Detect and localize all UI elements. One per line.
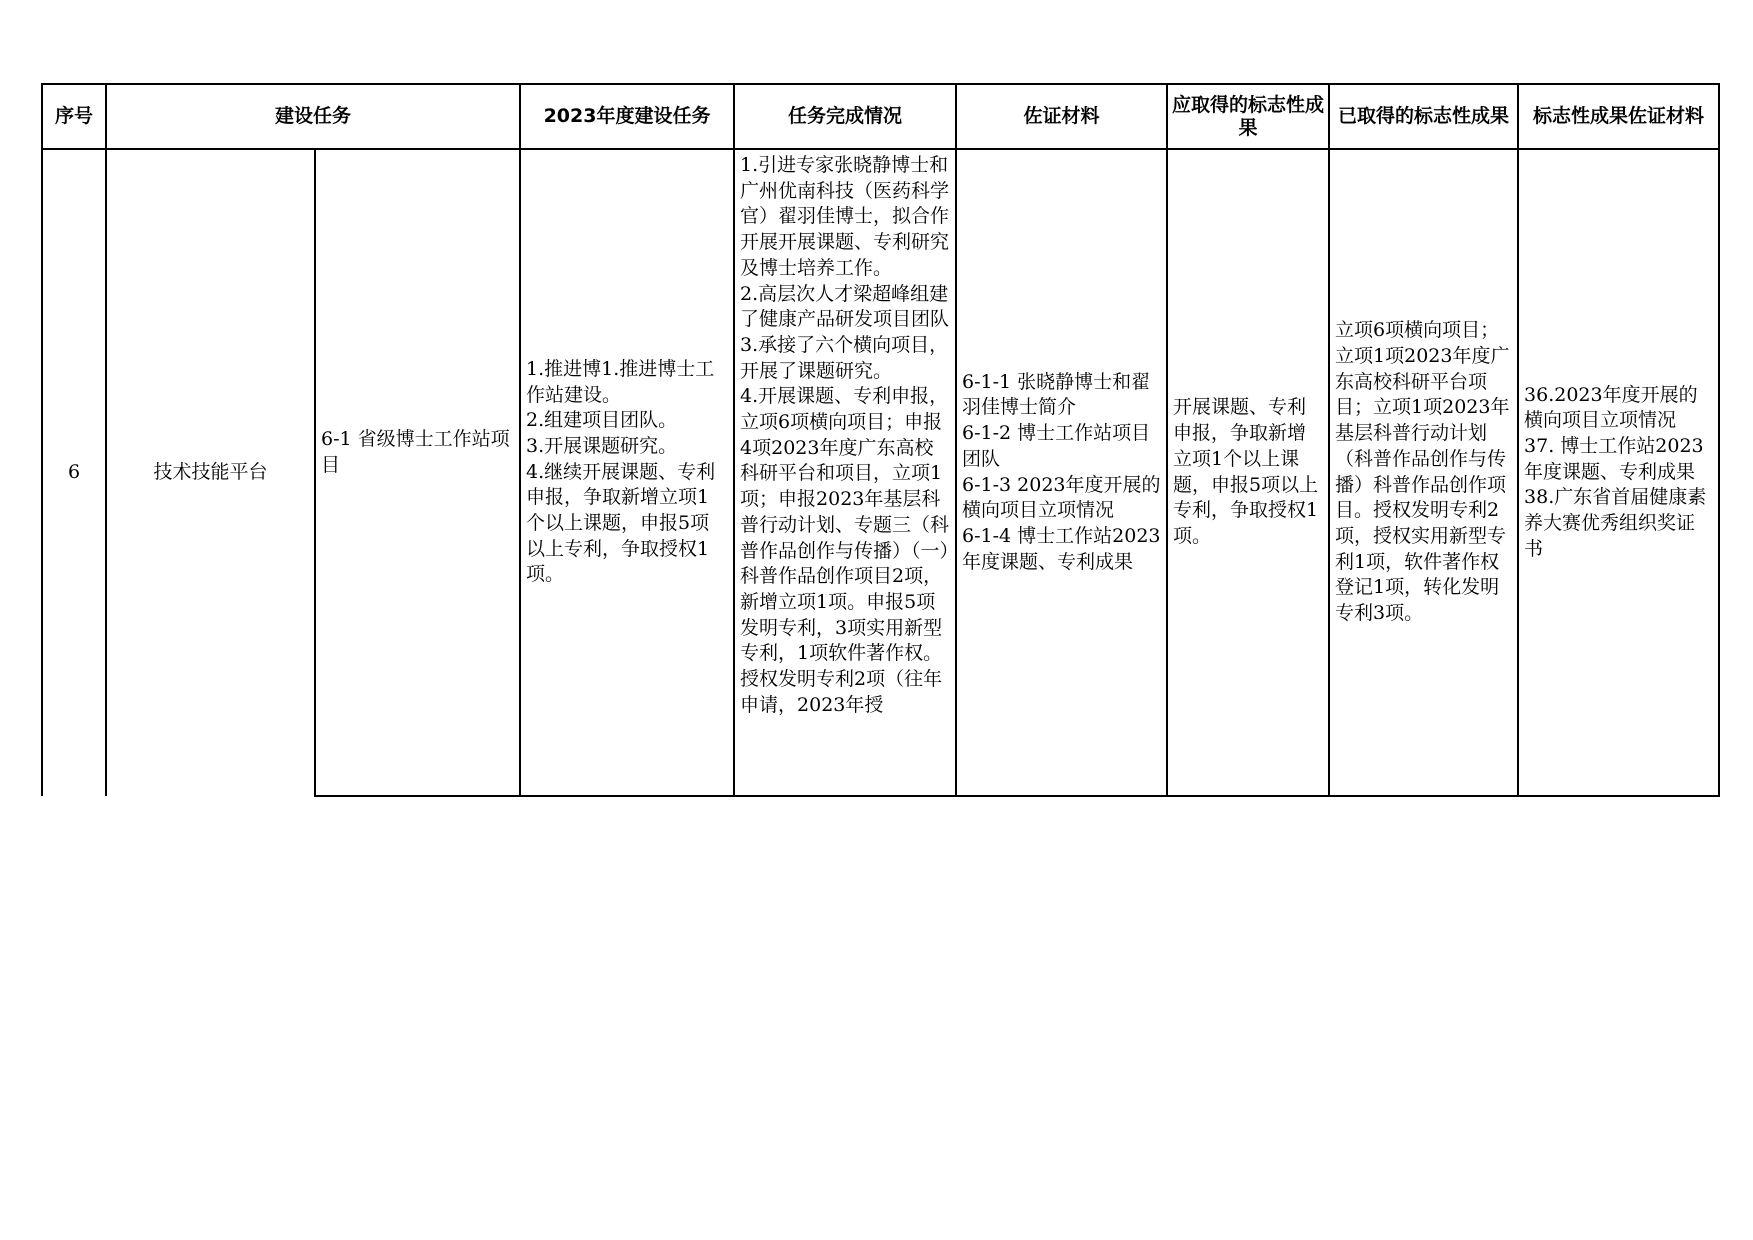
task-category-text: 技术技能平台 <box>153 461 268 484</box>
proof-text: 36.2023年度开展的横向项目立项情况 37. 博士工作站2023年度课题、专利成果 38.广东省首届健康素养大赛优秀组织奖证书 <box>1524 383 1707 560</box>
cell-achieved <box>1329 149 1518 796</box>
header-seq: 序号 <box>42 84 106 149</box>
header-task: 建设任务 <box>106 84 520 149</box>
cell-task-category <box>106 149 315 796</box>
task-item-text: 6-1 省级博士工作站项目 <box>321 427 510 476</box>
header-evidence: 佐证材料 <box>956 84 1167 149</box>
expected-text: 开展课题、专利申报，争取新增立项1个以上课题，申报5项以上专利，争取授权1项。 <box>1173 396 1319 547</box>
table-header-row <box>42 84 1719 149</box>
status-text: 1.引进专家张晓静博士和广州优南科技（医药科学官）翟羽佳博士，拟合作开展开展课题、专利研究及博士培养工作。 2.高层次人才梁超峰组建了健康产品研发项目团队 3.承接了六个横向项目，开展了课题研究。 4.开展课题、专利申报，立项6项横向项目；申报4项2023年度广东高校科研平台和项目，立项1项；申报2023年基层科普行动计划、专题三（科普作品创作与传播）（一）科普作品创作项目2项，新增立项1项。申报5项发明专利，3项实用新型专利，1项软件著作权。授权发明专利2项（往年申请，2023年授 <box>740 154 950 716</box>
header-status: 任务完成情况 <box>734 84 956 149</box>
header-proof: 标志性成果佐证材料 <box>1518 84 1719 149</box>
header-expected: 应取得的标志性成果 <box>1167 84 1329 149</box>
table-row <box>42 149 1719 796</box>
cell-status <box>734 149 956 796</box>
header-year-task: 2023年度建设任务 <box>520 84 734 149</box>
year-task-text: 1.推进博1.推进博士工作站建设。 2.组建项目团队。 3.开展课题研究。 4.继续开展课题、专利申报，争取新增立项1个以上课题，申报5项以上专利，争取授权1项。 <box>526 357 716 586</box>
cell-year-task <box>520 149 734 796</box>
seq-value: 6 <box>67 461 81 484</box>
cell-seq <box>42 149 106 796</box>
cell-expected <box>1167 149 1329 796</box>
cell-evidence <box>956 149 1167 796</box>
evidence-text: 6-1-1 张晓静博士和翟羽佳博士简介 6-1-2 博士工作站项目团队 6-1-3 2023年度开展的横向项目立项情况 6-1-4 博士工作站2023年度课题、专利成果 <box>962 370 1161 573</box>
achieved-text: 立项6项横向项目；立项1项2023年度广东高校科研平台项目；立项1项2023年基层科普行动计划（科普作品创作与传播）科普作品创作项目。授权发明专利2项，授权实用新型专利1项，软件著作权登记1项，转化发明专利3项。 <box>1335 319 1510 625</box>
cell-task-item <box>315 149 520 796</box>
cell-proof <box>1518 149 1719 796</box>
construction-task-table <box>41 83 1720 797</box>
status-clip <box>735 150 955 795</box>
header-achieved: 已取得的标志性成果 <box>1329 84 1518 149</box>
